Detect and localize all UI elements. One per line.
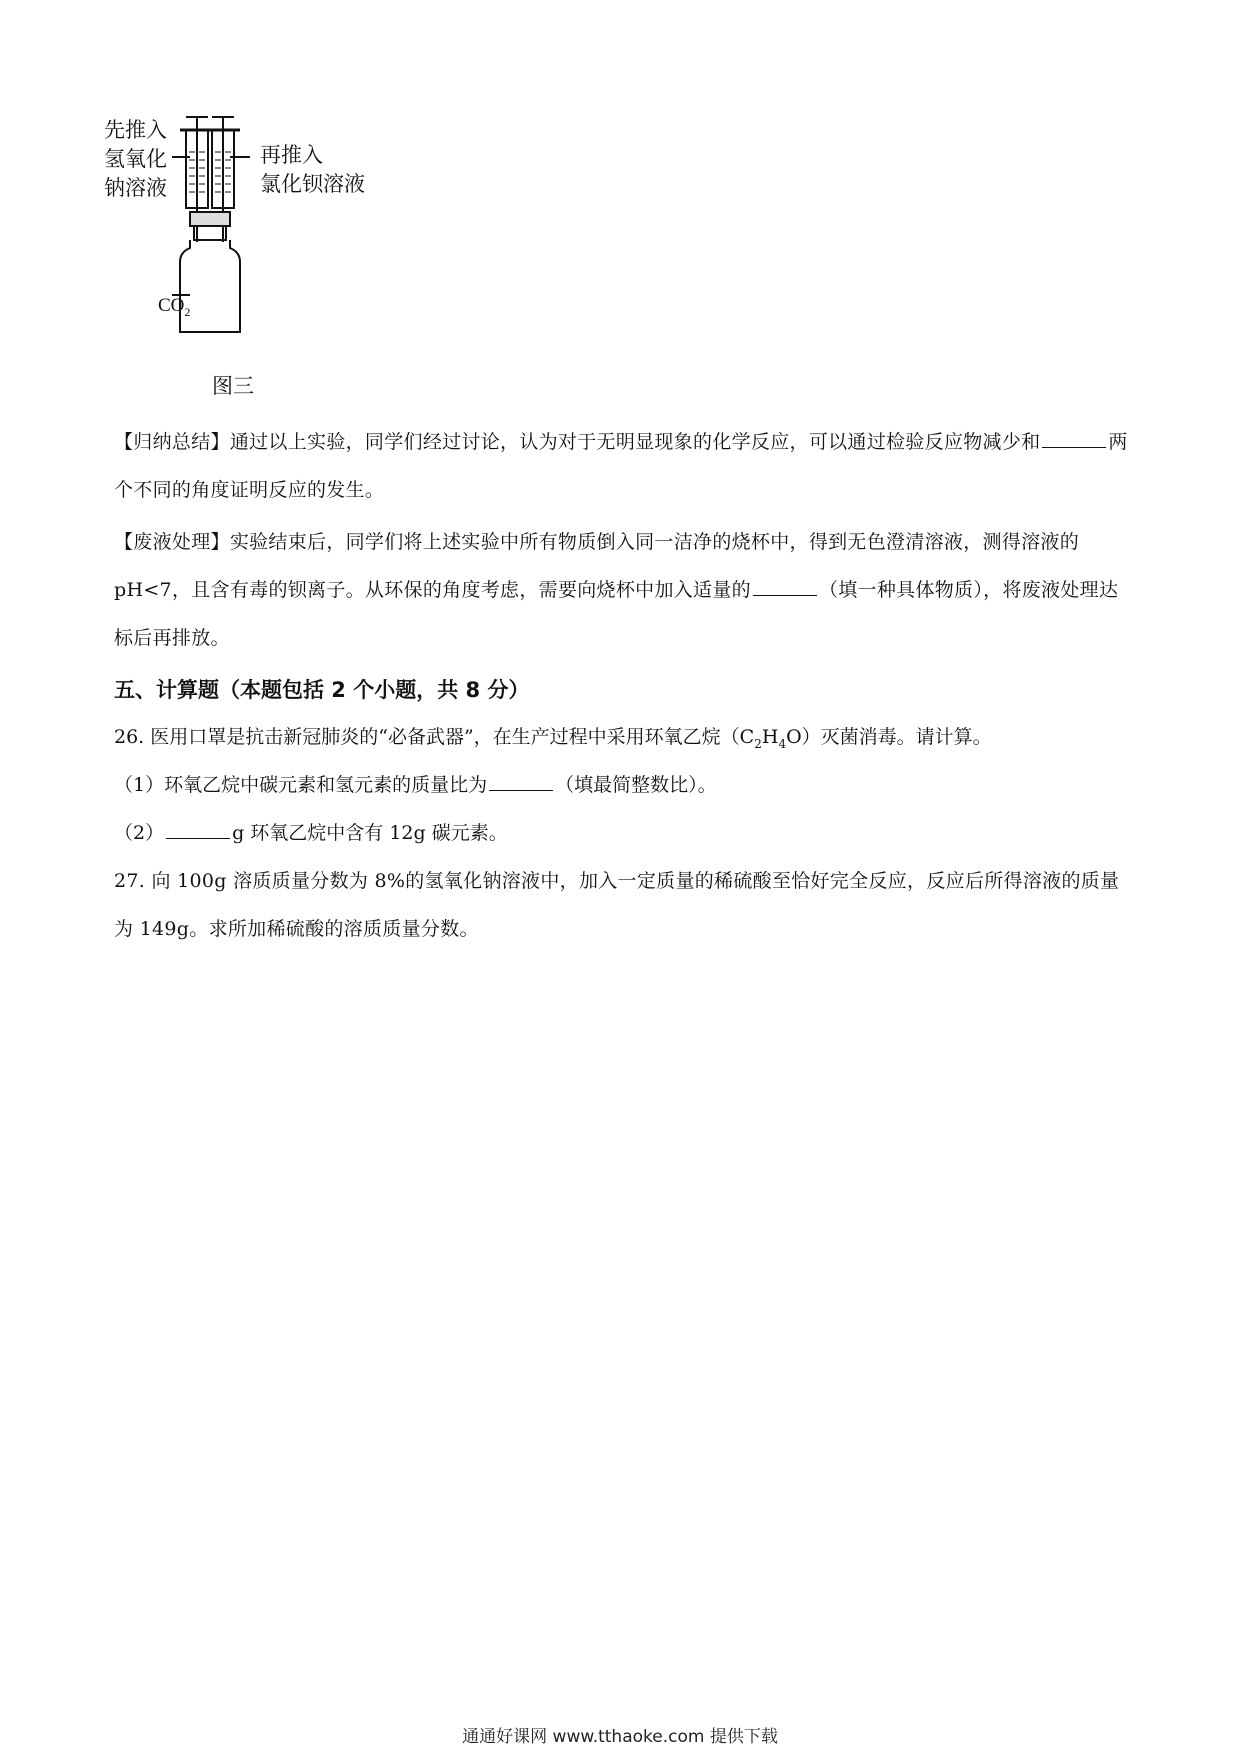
label-barium-chloride: 氯化钡溶液 bbox=[260, 172, 365, 196]
waste-tag: 【废液处理】 bbox=[114, 531, 230, 553]
label-then-push: 再推入 bbox=[260, 143, 323, 167]
waste-text-b: （填一种具体物质），将废液处理达标后再排放。 bbox=[114, 579, 1119, 649]
page-footer: 通通好课网 www.tthaoke.com 提供下载 bbox=[462, 1727, 778, 1747]
answer-blank bbox=[166, 818, 230, 839]
waste-paragraph bbox=[114, 518, 1134, 662]
section-heading: 五、计算题（本题包括 2 个小题，共 8 分） bbox=[114, 678, 530, 702]
summary-text-a: 通过以上实验，同学们经过讨论，认为对于无明显现象的化学反应，可以通过检验反应物减少和 bbox=[229, 431, 1041, 453]
summary-text-b: 两个不同的角度证明反应的发生。 bbox=[114, 431, 1128, 501]
answer-blank bbox=[489, 770, 553, 791]
question-26: 26. 医用口罩是抗击新冠肺炎的“必备武器”，在生产过程中采用环氧乙烷$(C_2H_4O)$灭菌消毒。请计算。 bbox=[114, 726, 992, 751]
answer-blank bbox=[753, 575, 817, 596]
label-sodium-hydroxide-2: 钠溶液 bbox=[104, 176, 167, 200]
label-sodium-hydroxide-1: 氢氧化 bbox=[104, 147, 167, 171]
question-27: 27. 向 100g 溶质质量分数为 8%的氢氧化钠溶液中，加入一定质量的稀硫酸至恰好完全反应，反应后所得溶液的质量为 149g。求所加稀硫酸的溶质质量分数。 bbox=[114, 870, 1120, 940]
label-first-push: 先推入 bbox=[104, 118, 167, 142]
figure-three bbox=[104, 112, 410, 402]
answer-blank bbox=[1042, 427, 1106, 448]
question-26-part-2: （2） g 环氧乙烷中含有 12g 碳元素。 bbox=[114, 818, 508, 845]
summary-paragraph bbox=[114, 418, 1134, 514]
question-26-part-1: （1）环氧乙烷中碳元素和氢元素的质量比为 （填最简整数比）。 bbox=[114, 770, 717, 797]
figure-caption: 图三 bbox=[212, 374, 254, 398]
summary-tag: 【归纳总结】 bbox=[114, 431, 230, 453]
label-co2: $CO_2$ bbox=[158, 295, 191, 319]
waste-text-a: 实验结束后，同学们将上述实验中所有物质倒入同一洁净的烧杯中，得到无色澄清溶液，测得溶液的 pH<7，且含有毒的钡离子。从环保的角度考虑，需要向烧杯中加入适量的 bbox=[114, 531, 1080, 601]
